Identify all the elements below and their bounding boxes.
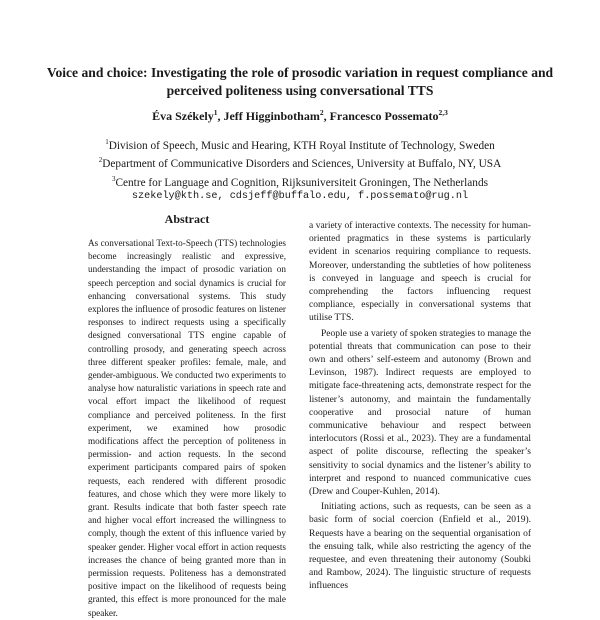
affiliation-text: Centre for Language and Cognition, Rijksuniversiteit Groningen, The Netherlands xyxy=(115,176,488,189)
author-affiliation-mark: 2,3 xyxy=(438,108,448,117)
affiliation-block xyxy=(40,135,560,205)
paper-title: Voice and choice: Investigating the role of prosodic variation in request compliance and perceived politeness using conversational TTS xyxy=(46,65,554,98)
author-name: Francesco Possemato xyxy=(329,109,439,123)
affiliation-mark: 2 xyxy=(98,156,103,165)
affiliation-line xyxy=(40,172,560,190)
body-paragraph: a variety of interactive contexts. The necessity for human-oriented pragmatics in these systems is particularly evident in scenarios requiring compliance to requests. Moreover, understanding the subtleties of how politeness is conveyed in language and speech is crucial for comprehending the factors influencing request compliance, especially in conversational systems that utilise TTS. xyxy=(309,221,531,324)
affiliation-line xyxy=(40,135,560,153)
affiliation-line xyxy=(40,153,560,171)
abstract-heading: Abstract xyxy=(164,212,210,226)
author-name: Éva Székely xyxy=(152,109,214,123)
affiliation-mark: 3 xyxy=(111,174,116,183)
body-paragraph: People use a variety of spoken strategies to manage the potential threats that communication can pose to their own and others’ self-esteem and autonomy (Brown and Levinson, 1987). Indirect requests are employed to mitigate face-threatening acts, demonstrate respect for the listener’s autonomy, and maintain the fundamentally cooperative and prosocial nature of human communicative behaviour and respect between interlocutors (Rossi et al., 2023). They are a fundamental aspect of polite discourse, reflecting the speaker’s sensitivity to social dynamics and the listener’s ability to interpret and respond to nuanced communicative cues (Drew and Couper-Kuhlen, 2014). xyxy=(309,328,531,498)
author-affiliation-mark: 1 xyxy=(213,108,218,117)
author-emails: szekely@kth.se, cdsjeff@buffalo.edu, f.possemato@rug.nl xyxy=(131,191,469,203)
author-list: Éva Székely$^1$, Jeff Higginbotham$^2$, Francesco Possemato$^{2,3}$ xyxy=(152,108,448,123)
author-name: Jeff Higginbotham xyxy=(223,109,320,123)
body-column-right xyxy=(309,220,531,595)
abstract-text: As conversational Text-to-Speech (TTS) technologies become increasingly realistic and expressive, understanding the impact of prosodic variation on speech perception and social dynamics is crucial for enhancing conversational systems. This study explores the influence of prosodic features on listener responses to indirect requests using a specifically designed conversational TTS engine capable of controlling prosody, and generating speech across three different speaker profiles: female, male, and gender-ambiguous. We conducted two experiments to analyse how naturalistic variations in speech rate and vocal effort impact the likelihood of request compliance and perceived politeness. In the first experiment, we examined how prosodic modifications affect the perception of politeness in permission- and action requests. In the second experiment participants compared pairs of spoken requests, each rendered with different prosodic features, and chose which they were more likely to grant. Results indicate that both faster speech rate and higher vocal effort increased the willingness to comply, though the extent of this influence varied by speaker gender. Higher vocal effort in action requests increases the chance of being granted more than in permission requests. Politeness has a demonstrated positive impact on the likelihood of requests being granted, this effect is more pronounced for the male speaker. xyxy=(88,238,286,618)
affiliation-mark: 1 xyxy=(105,138,109,146)
affiliation-text: Department of Communicative Disorders and Sciences, University at Buffalo, NY, USA xyxy=(102,158,502,171)
abstract-column xyxy=(88,237,286,618)
affiliation-text: Division of Speech, Music and Hearing, KTH Royal Institute of Technology, Sweden xyxy=(108,139,495,152)
body-paragraph: Initiating actions, such as requests, can be seen as a basic form of social coercion (Enfield et al., 2019). Requests have a bearing on the sequential organisation of the ensuing talk, while also restricting the agency of the requestee, and even threatening their autonomy (Soubki and Rambow, 2024). The linguistic structure of requests influences xyxy=(309,502,531,592)
author-affiliation-mark: 2 xyxy=(319,108,324,117)
